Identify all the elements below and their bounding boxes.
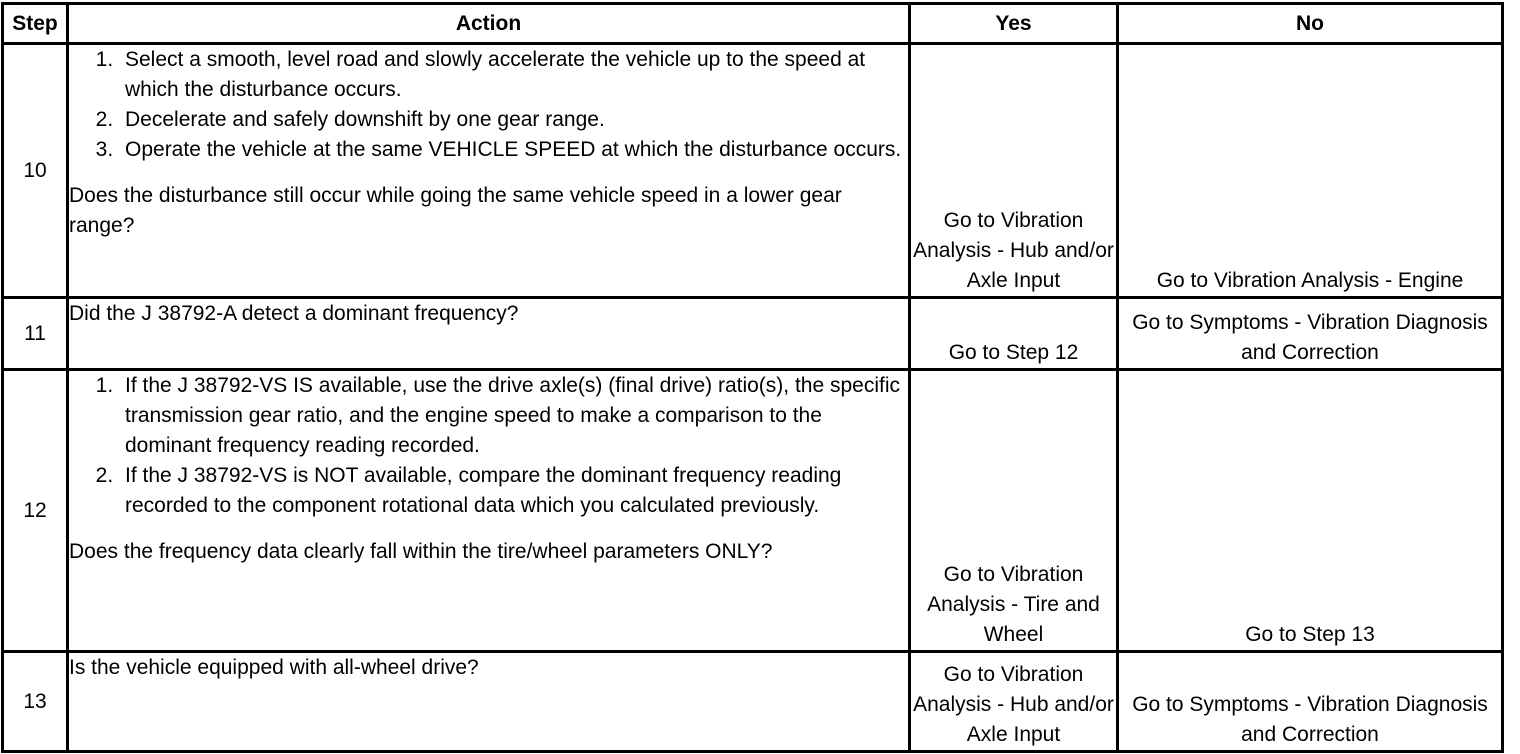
action-question: Does the disturbance still occur while going the same vehicle speed in a lower gear range?	[69, 184, 842, 237]
no-cell: Go to Symptoms - Vibration Diagnosis and Correction	[1118, 298, 1503, 370]
list-item: 3. Operate the vehicle at the same VEHICLE SPEED at which the disturbance occurs.	[119, 135, 908, 165]
step-number: 11	[3, 298, 68, 370]
yes-cell: Go to Vibration Analysis - Tire and Wheel	[910, 370, 1118, 652]
header-action: Action	[68, 4, 910, 44]
table-row	[3, 370, 1503, 652]
step-number: 10	[3, 44, 68, 298]
header-yes: Yes	[910, 4, 1118, 44]
list-item: 2. Decelerate and safely downshift by one gear range.	[119, 105, 908, 135]
list-item: 1. Select a smooth, level road and slowly accelerate the vehicle up to the speed at which the disturbance occurs.	[119, 45, 908, 105]
action-cell	[68, 370, 910, 652]
action-cell	[68, 298, 910, 370]
action-steps-list	[69, 45, 908, 165]
table-row	[3, 652, 1503, 752]
header-no: No	[1118, 4, 1503, 44]
yes-cell: Go to Vibration Analysis - Hub and/or Axle Input	[910, 652, 1118, 752]
no-cell: Go to Step 13	[1118, 370, 1503, 652]
table-row	[3, 44, 1503, 298]
action-question: Did the J 38792-A detect a dominant frequency?	[69, 302, 519, 325]
yes-cell: Go to Step 12	[910, 298, 1118, 370]
action-cell	[68, 44, 910, 298]
action-cell	[68, 652, 910, 752]
no-cell: Go to Symptoms - Vibration Diagnosis and Correction	[1118, 652, 1503, 752]
header-step: Step	[3, 4, 68, 44]
list-item: 2. If the J 38792-VS is NOT available, compare the dominant frequency reading recorded to the component rotational data which you calculated previously.	[119, 461, 908, 521]
action-question: Does the frequency data clearly fall within the tire/wheel parameters ONLY?	[69, 540, 773, 563]
diagnostic-table	[1, 2, 1504, 753]
step-number: 13	[3, 652, 68, 752]
no-cell: Go to Vibration Analysis - Engine	[1118, 44, 1503, 298]
table-row	[3, 298, 1503, 370]
action-steps-list	[69, 371, 908, 521]
header-row	[3, 4, 1503, 44]
yes-cell: Go to Vibration Analysis - Hub and/or Axle Input	[910, 44, 1118, 298]
step-number: 12	[3, 370, 68, 652]
action-question: Is the vehicle equipped with all-wheel drive?	[69, 656, 479, 679]
list-item: 1. If the J 38792-VS IS available, use the drive axle(s) (final drive) ratio(s), the specific transmission gear ratio, and the engine speed to make a comparison to the dominant frequency reading recorded.	[119, 371, 908, 461]
